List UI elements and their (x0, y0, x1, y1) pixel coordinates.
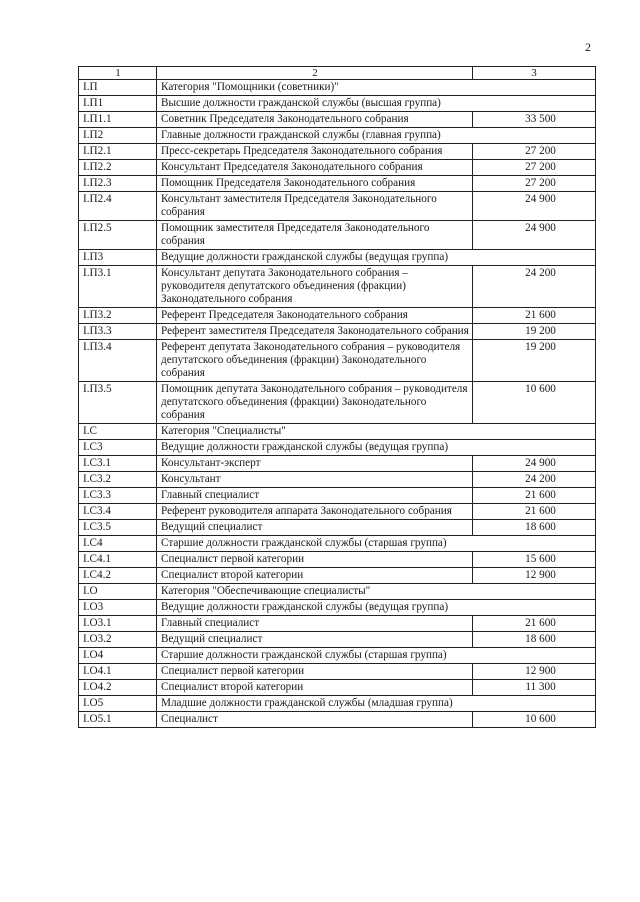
position-code: I.С3.5 (79, 520, 157, 536)
salary-value: 11 300 (473, 680, 596, 696)
position-code: I.О3.2 (79, 632, 157, 648)
position-code: I.О5 (79, 696, 157, 712)
position-name: Консультант (157, 472, 473, 488)
position-name: Специалист первой категории (157, 664, 473, 680)
table-row (79, 144, 596, 160)
salary-value: 24 900 (473, 192, 596, 221)
position-name: Категория "Специалисты" (157, 424, 596, 440)
salary-value: 15 600 (473, 552, 596, 568)
position-name: Консультант заместителя Председателя Законодательного собрания (157, 192, 473, 221)
position-code: I.О (79, 584, 157, 600)
position-code: I.С3.1 (79, 456, 157, 472)
position-name: Ведущий специалист (157, 520, 473, 536)
position-name: Главный специалист (157, 488, 473, 504)
position-code: I.О4.2 (79, 680, 157, 696)
table-row (79, 324, 596, 340)
position-name: Специалист (157, 712, 473, 728)
position-name: Специалист второй категории (157, 680, 473, 696)
position-name: Консультант депутата Законодательного собрания – руководителя депутатского объединения (фракции) Законодательного собрания (157, 266, 473, 308)
position-name: Консультант Председателя Законодательного собрания (157, 160, 473, 176)
page-number: 2 (585, 40, 591, 54)
table-row (79, 552, 596, 568)
header-col-1: 1 (79, 67, 157, 80)
table-row (79, 536, 596, 552)
table-row (79, 192, 596, 221)
position-name: Ведущие должности гражданской службы (ведущая группа) (157, 440, 596, 456)
table-row (79, 456, 596, 472)
table-row (79, 266, 596, 308)
salary-value: 18 600 (473, 520, 596, 536)
position-code: I.С4 (79, 536, 157, 552)
position-code: I.П3.4 (79, 340, 157, 382)
table-row (79, 664, 596, 680)
position-code: I.О4.1 (79, 664, 157, 680)
position-code: I.С3 (79, 440, 157, 456)
salary-value: 21 600 (473, 488, 596, 504)
table-row (79, 584, 596, 600)
position-code: I.П3.3 (79, 324, 157, 340)
salary-value: 24 200 (473, 266, 596, 308)
table-row (79, 680, 596, 696)
position-code: I.П1.1 (79, 112, 157, 128)
table-row (79, 712, 596, 728)
position-code: I.О4 (79, 648, 157, 664)
position-code: I.О5.1 (79, 712, 157, 728)
salary-value: 12 900 (473, 568, 596, 584)
salary-value: 27 200 (473, 160, 596, 176)
position-code: I.С (79, 424, 157, 440)
salary-value: 33 500 (473, 112, 596, 128)
table-row (79, 112, 596, 128)
position-name: Категория "Помощники (советники)" (157, 80, 596, 96)
position-name: Старшие должности гражданской службы (старшая группа) (157, 536, 596, 552)
position-name: Пресс-секретарь Председателя Законодательного собрания (157, 144, 473, 160)
salary-value: 19 200 (473, 324, 596, 340)
position-name: Советник Председателя Законодательного собрания (157, 112, 473, 128)
header-col-2: 2 (157, 67, 473, 80)
table-row (79, 382, 596, 424)
salary-value: 21 600 (473, 504, 596, 520)
position-name: Ведущие должности гражданской службы (ведущая группа) (157, 250, 596, 266)
position-name: Главный специалист (157, 616, 473, 632)
salary-value: 21 600 (473, 616, 596, 632)
position-name: Категория "Обеспечивающие специалисты" (157, 584, 596, 600)
position-code: I.О3 (79, 600, 157, 616)
position-name: Высшие должности гражданской службы (высшая группа) (157, 96, 596, 112)
position-name: Консультант-эксперт (157, 456, 473, 472)
position-name: Референт руководителя аппарата Законодательного собрания (157, 504, 473, 520)
position-code: I.П2.3 (79, 176, 157, 192)
table-row (79, 616, 596, 632)
position-name: Референт Председателя Законодательного собрания (157, 308, 473, 324)
table-row (79, 128, 596, 144)
salary-value: 19 200 (473, 340, 596, 382)
salary-value: 10 600 (473, 382, 596, 424)
position-name: Главные должности гражданской службы (главная группа) (157, 128, 596, 144)
position-name: Референт депутата Законодательного собрания – руководителя депутатского объединения (фракции) Законодательного собрания (157, 340, 473, 382)
table-row (79, 696, 596, 712)
position-code: I.П2 (79, 128, 157, 144)
table-row (79, 504, 596, 520)
salary-value: 24 900 (473, 221, 596, 250)
position-code: I.П3.1 (79, 266, 157, 308)
salary-value: 21 600 (473, 308, 596, 324)
position-name: Референт заместителя Председателя Законодательного собрания (157, 324, 473, 340)
position-code: I.П3 (79, 250, 157, 266)
table-header-row (79, 67, 596, 80)
position-code: I.П1 (79, 96, 157, 112)
position-name: Младшие должности гражданской службы (младшая группа) (157, 696, 596, 712)
header-col-3: 3 (473, 67, 596, 80)
salary-value: 12 900 (473, 664, 596, 680)
table-row (79, 221, 596, 250)
table-row (79, 424, 596, 440)
position-code: I.П2.1 (79, 144, 157, 160)
position-name: Старшие должности гражданской службы (старшая группа) (157, 648, 596, 664)
table-row (79, 440, 596, 456)
table-row (79, 488, 596, 504)
position-name: Ведущие должности гражданской службы (ведущая группа) (157, 600, 596, 616)
table-row (79, 600, 596, 616)
positions-salary-table (78, 66, 596, 728)
position-code: I.С3.2 (79, 472, 157, 488)
position-name: Помощник депутата Законодательного собрания – руководителя депутатского объединения (фракции) Законодательного собрания (157, 382, 473, 424)
salary-value: 24 900 (473, 456, 596, 472)
table-row (79, 160, 596, 176)
salary-value: 27 200 (473, 176, 596, 192)
salary-value: 24 200 (473, 472, 596, 488)
table-row (79, 648, 596, 664)
table-row (79, 568, 596, 584)
position-code: I.О3.1 (79, 616, 157, 632)
position-code: I.С3.4 (79, 504, 157, 520)
table-row (79, 472, 596, 488)
position-name: Специалист первой категории (157, 552, 473, 568)
salary-value: 18 600 (473, 632, 596, 648)
table-row (79, 176, 596, 192)
position-name: Ведущий специалист (157, 632, 473, 648)
position-code: I.П2.5 (79, 221, 157, 250)
position-code: I.П2.4 (79, 192, 157, 221)
position-code: I.С3.3 (79, 488, 157, 504)
table-row (79, 340, 596, 382)
position-code: I.П2.2 (79, 160, 157, 176)
table-body (79, 67, 596, 728)
position-code: I.П (79, 80, 157, 96)
position-code: I.С4.1 (79, 552, 157, 568)
table-row (79, 250, 596, 266)
table-row (79, 96, 596, 112)
salary-value: 10 600 (473, 712, 596, 728)
table-row (79, 632, 596, 648)
table-row (79, 520, 596, 536)
salary-value: 27 200 (473, 144, 596, 160)
table-row (79, 308, 596, 324)
position-code: I.П3.2 (79, 308, 157, 324)
position-code: I.С4.2 (79, 568, 157, 584)
position-code: I.П3.5 (79, 382, 157, 424)
position-name: Помощник Председателя Законодательного собрания (157, 176, 473, 192)
position-name: Помощник заместителя Председателя Законодательного собрания (157, 221, 473, 250)
position-name: Специалист второй категории (157, 568, 473, 584)
table-row (79, 80, 596, 96)
